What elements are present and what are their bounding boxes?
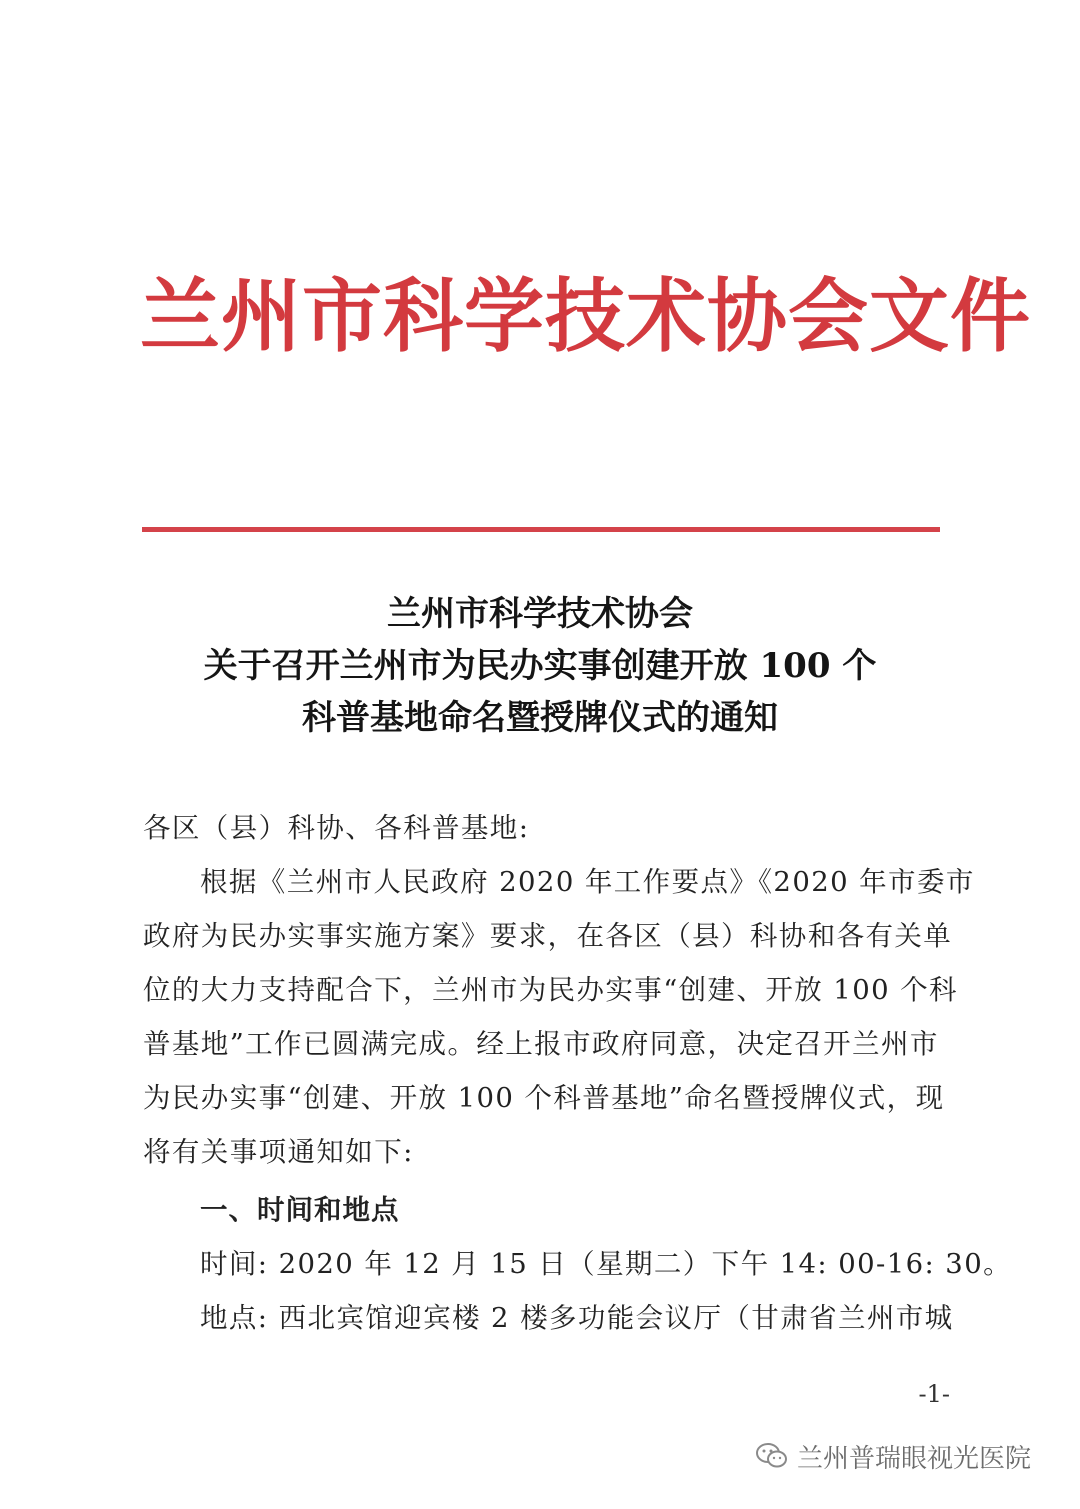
salutation: 各区（县）科协、各科普基地: xyxy=(143,812,530,844)
page-number: -1- xyxy=(918,1380,950,1408)
place-line: 地点: 西北宾馆迎宾楼 2 楼多功能会议厅（甘肃省兰州市城 xyxy=(200,1302,954,1334)
body-line: 政府为民办实事实施方案》要求，在各区（县）科协和各有关单 xyxy=(143,920,953,952)
notice-title-line-2: 关于召开兰州市为民办实事创建开放 100 个 xyxy=(203,646,877,686)
time-line: 时间: 2020 年 12 月 15 日（星期二）下午 14: 00-16: 30。 xyxy=(200,1248,1013,1280)
wechat-icon xyxy=(755,1441,789,1471)
section-heading: 一、时间和地点 xyxy=(200,1194,400,1226)
body-line: 根据《兰州市人民政府 2020 年工作要点》《2020 年市委市 xyxy=(200,866,975,898)
notice-title-line-3: 科普基地命名暨授牌仪式的通知 xyxy=(302,698,778,738)
notice-title-line-1: 兰州市科学技术协会 xyxy=(387,594,693,634)
watermark-text: 兰州普瑞眼视光医院 xyxy=(797,1443,1032,1474)
body-line: 将有关事项通知如下: xyxy=(143,1136,414,1168)
masthead-title: 兰州市科学技术协会文件 xyxy=(140,269,1031,363)
body-line: 为民办实事“创建、开放 100 个科普基地”命名暨授牌仪式，现 xyxy=(143,1082,945,1114)
watermark xyxy=(755,1436,1031,1476)
red-divider xyxy=(142,527,940,532)
body-line: 位的大力支持配合下，兰州市为民办实事“创建、开放 100 个科 xyxy=(143,974,958,1006)
body-line: 普基地”工作已圆满完成。经上报市政府同意，决定召开兰州市 xyxy=(143,1028,939,1060)
